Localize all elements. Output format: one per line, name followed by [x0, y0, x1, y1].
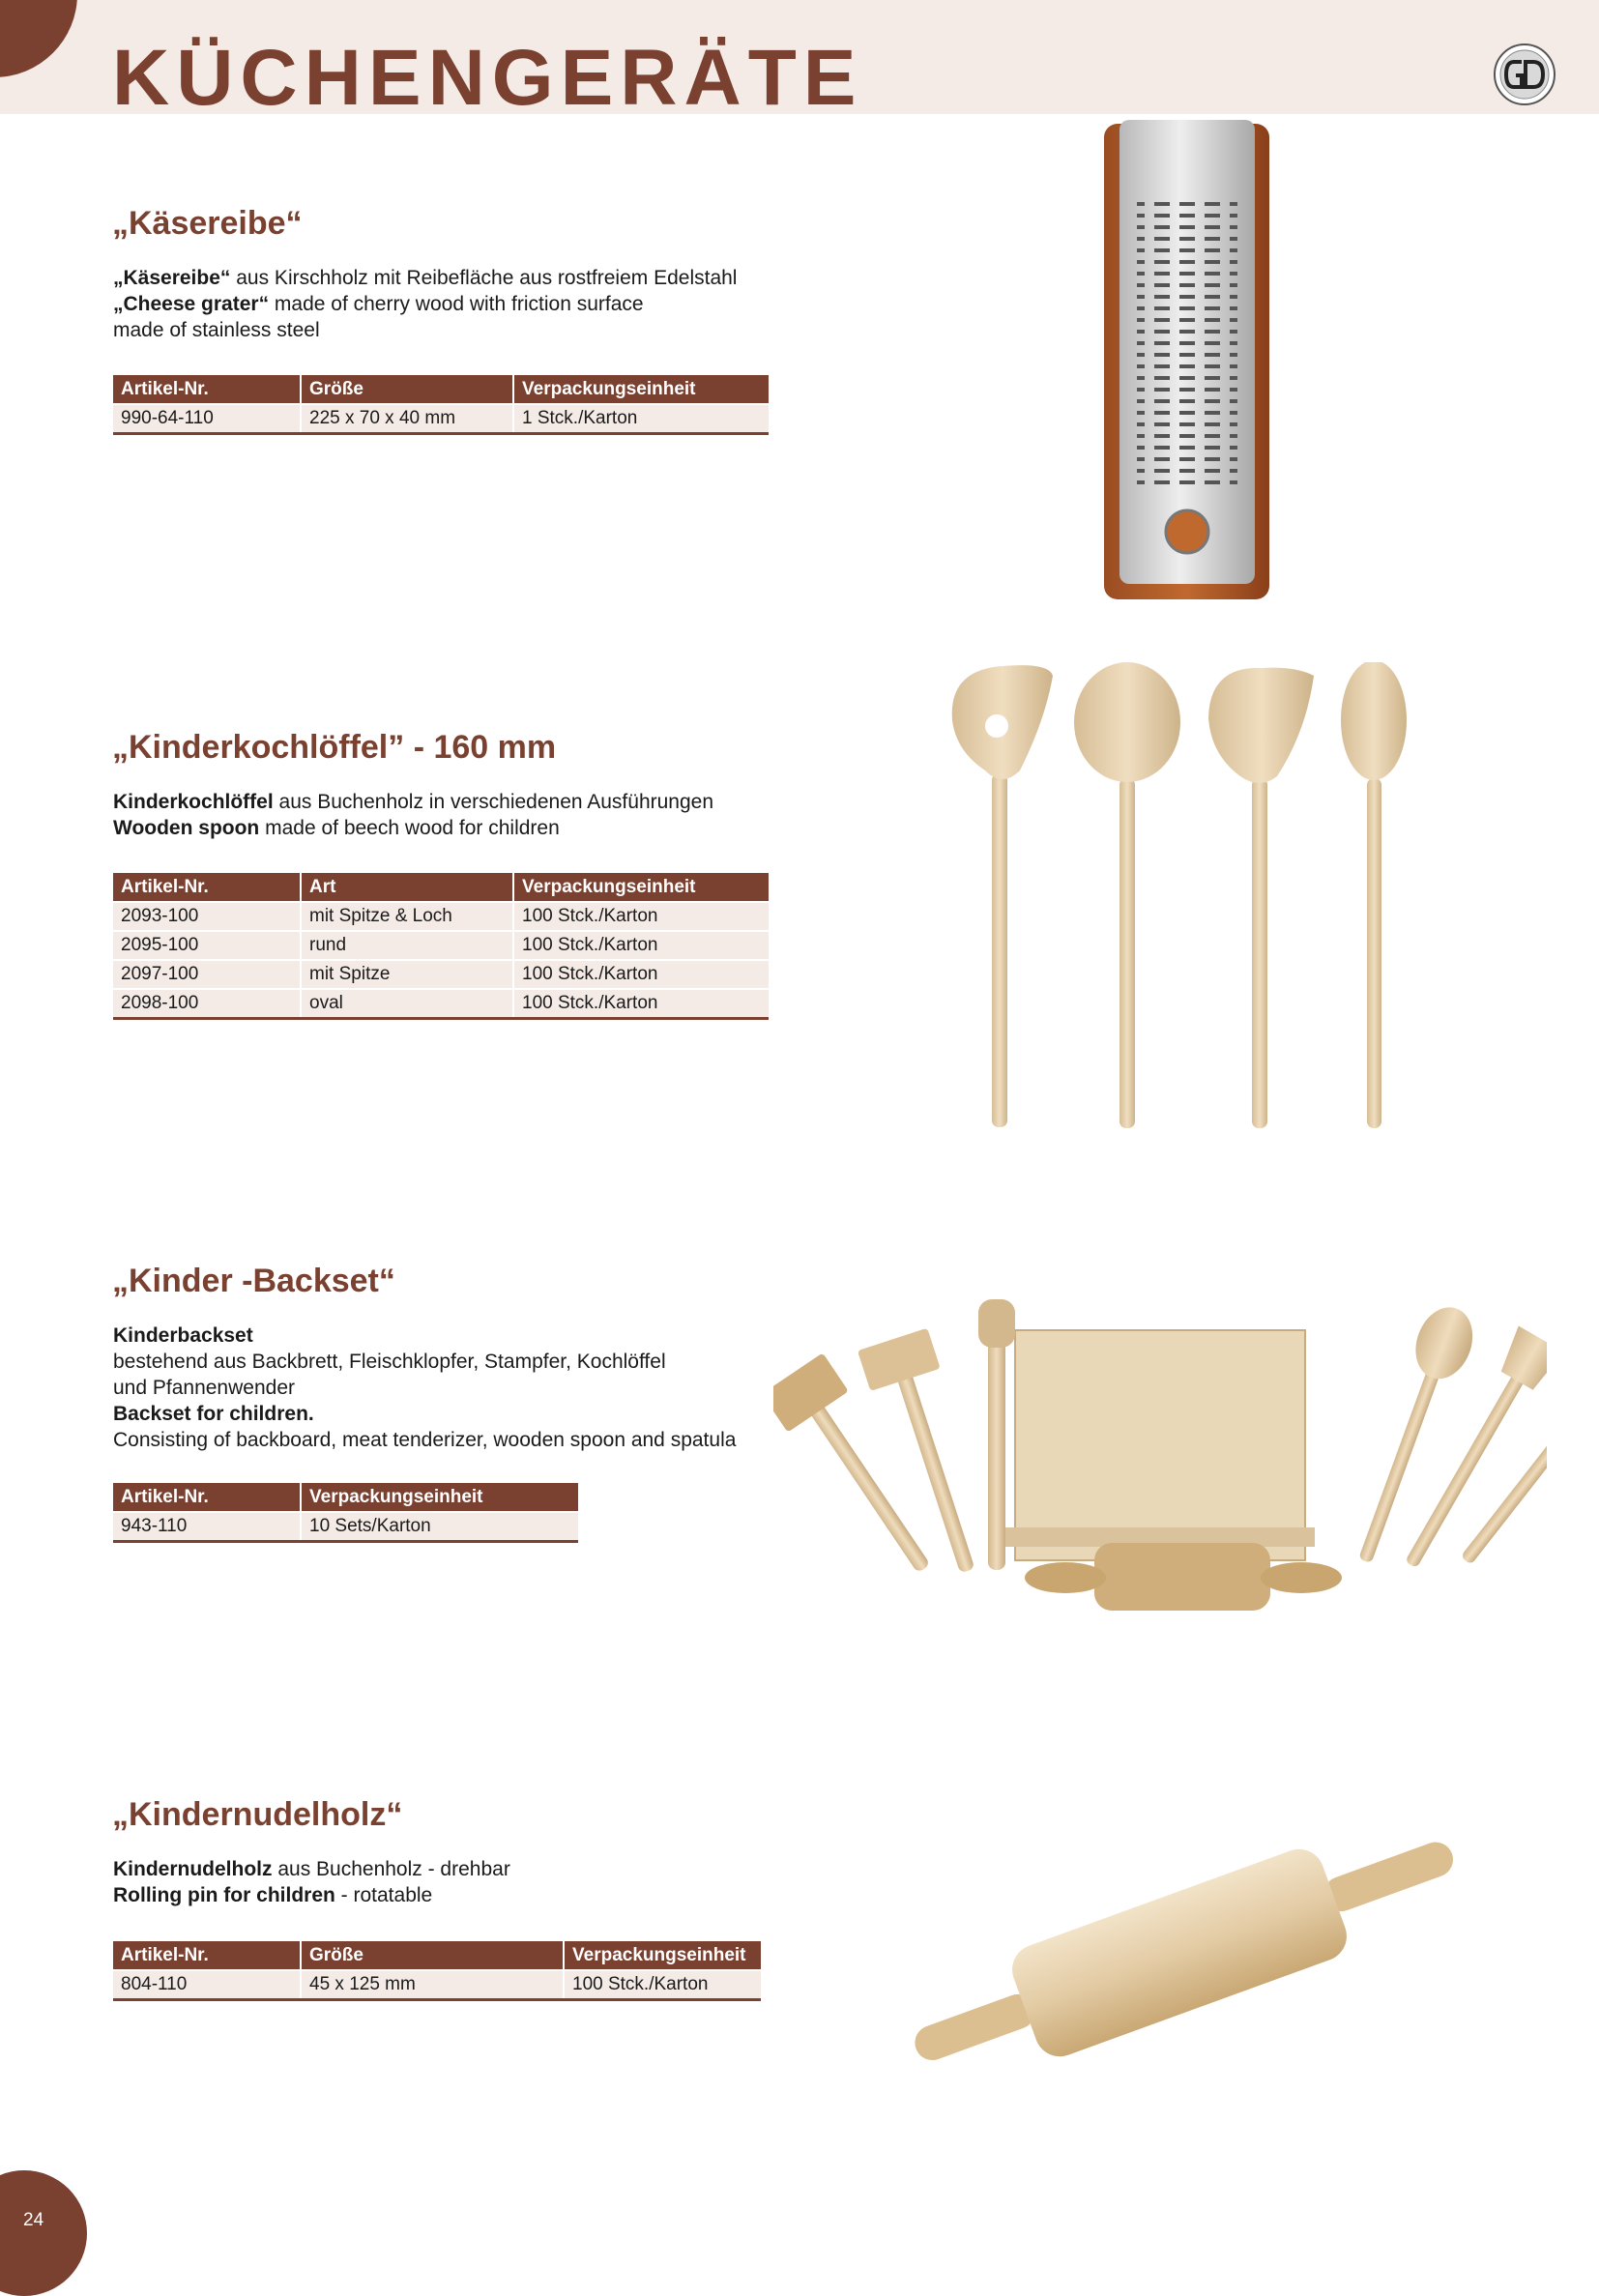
- description-kinderkochloeffel: [113, 789, 713, 841]
- table-cell: 804-110: [113, 1970, 301, 2000]
- section-title-kinderkochloeffel: „Kinderkochlöffel” - 160 mm: [112, 729, 557, 766]
- description-line: Rolling pin for children - rotatable: [113, 1884, 433, 1906]
- table-header: Artikel-Nr.: [113, 375, 301, 404]
- description-line: Consisting of backboard, meat tenderizer, wooden spoon and spatula: [113, 1429, 737, 1451]
- table-header: Artikel-Nr.: [113, 873, 301, 902]
- gd-brand-logo-icon: [1493, 43, 1556, 106]
- table-row: [113, 1512, 578, 1542]
- table-header: Verpackungseinheit: [564, 1941, 761, 1970]
- table-cell: 2097-100: [113, 960, 301, 989]
- table-header: Größe: [301, 375, 513, 404]
- table-cell: 2098-100: [113, 989, 301, 1019]
- cheese-grater-image: [1102, 118, 1271, 603]
- table-header: Artikel-Nr.: [113, 1483, 301, 1512]
- table-row: [113, 960, 769, 989]
- table-cell: 100 Stck./Karton: [513, 989, 769, 1019]
- description-line: made of stainless steel: [113, 319, 320, 341]
- table-header: Artikel-Nr.: [113, 1941, 301, 1970]
- table-row: [113, 931, 769, 960]
- table-header: Verpackungseinheit: [513, 375, 769, 404]
- description-line: Kinderbackset: [113, 1324, 253, 1347]
- baking-set-image: [773, 1295, 1547, 1614]
- table-row: [113, 404, 769, 434]
- page-title: KÜCHENGERÄTE: [112, 34, 863, 122]
- table-cell: 45 x 125 mm: [301, 1970, 564, 2000]
- table-cell: mit Spitze & Loch: [301, 902, 513, 931]
- table-cell: 100 Stck./Karton: [513, 931, 769, 960]
- wooden-spoons-image: [943, 662, 1407, 1131]
- description-kindernudelholz: [113, 1856, 510, 1908]
- table-cell: 100 Stck./Karton: [513, 902, 769, 931]
- page-number: 24: [23, 2210, 44, 2230]
- description-line: Wooden spoon made of beech wood for children: [113, 817, 560, 839]
- table-row: [113, 989, 769, 1019]
- table-header-row: [113, 1941, 761, 1970]
- description-line: Kinderkochlöffel aus Buchenholz in verschiedenen Ausführungen: [113, 791, 714, 813]
- description-kaesereibe: [113, 265, 737, 343]
- table-header-row: [113, 1483, 578, 1512]
- corner-decoration-bottom: [0, 2170, 87, 2296]
- table-header: Art: [301, 873, 513, 902]
- spec-table-kinderkochloeffel: [113, 873, 769, 1020]
- table-header-row: [113, 375, 769, 404]
- table-header: Verpackungseinheit: [301, 1483, 578, 1512]
- table-cell: 225 x 70 x 40 mm: [301, 404, 513, 434]
- rolling-pin-image: [870, 1817, 1489, 2088]
- description-line: „Käsereibe“ aus Kirschholz mit Reibefläche aus rostfreiem Edelstahl: [113, 267, 738, 289]
- section-title-kinder-backset: „Kinder -Backset“: [112, 1263, 395, 1299]
- table-header: Verpackungseinheit: [513, 873, 769, 902]
- table-cell: oval: [301, 989, 513, 1019]
- table-cell: 990-64-110: [113, 404, 301, 434]
- spec-table-kindernudelholz: [113, 1941, 761, 2001]
- description-line: Kindernudelholz aus Buchenholz - drehbar: [113, 1858, 510, 1880]
- section-title-kindernudelholz: „Kindernudelholz“: [112, 1796, 403, 1833]
- table-cell: 10 Sets/Karton: [301, 1512, 578, 1542]
- table-header: Größe: [301, 1941, 564, 1970]
- section-title-kaesereibe: „Käsereibe“: [112, 205, 303, 242]
- table-cell: 943-110: [113, 1512, 301, 1542]
- table-row: [113, 1970, 761, 2000]
- table-row: [113, 902, 769, 931]
- description-kinder-backset: [113, 1322, 736, 1453]
- description-line: bestehend aus Backbrett, Fleischklopfer, Stampfer, Kochlöffel: [113, 1351, 666, 1373]
- table-cell: 2095-100: [113, 931, 301, 960]
- table-header-row: [113, 873, 769, 902]
- table-cell: rund: [301, 931, 513, 960]
- spec-table-kaesereibe: [113, 375, 769, 435]
- table-cell: 100 Stck./Karton: [564, 1970, 761, 2000]
- table-cell: 100 Stck./Karton: [513, 960, 769, 989]
- table-cell: mit Spitze: [301, 960, 513, 989]
- table-cell: 2093-100: [113, 902, 301, 931]
- table-cell: 1 Stck./Karton: [513, 404, 769, 434]
- description-line: und Pfannenwender: [113, 1377, 295, 1399]
- spec-table-kinder-backset: [113, 1483, 578, 1543]
- description-line: „Cheese grater“ made of cherry wood with friction surface: [113, 293, 644, 315]
- description-line: Backset for children.: [113, 1403, 314, 1425]
